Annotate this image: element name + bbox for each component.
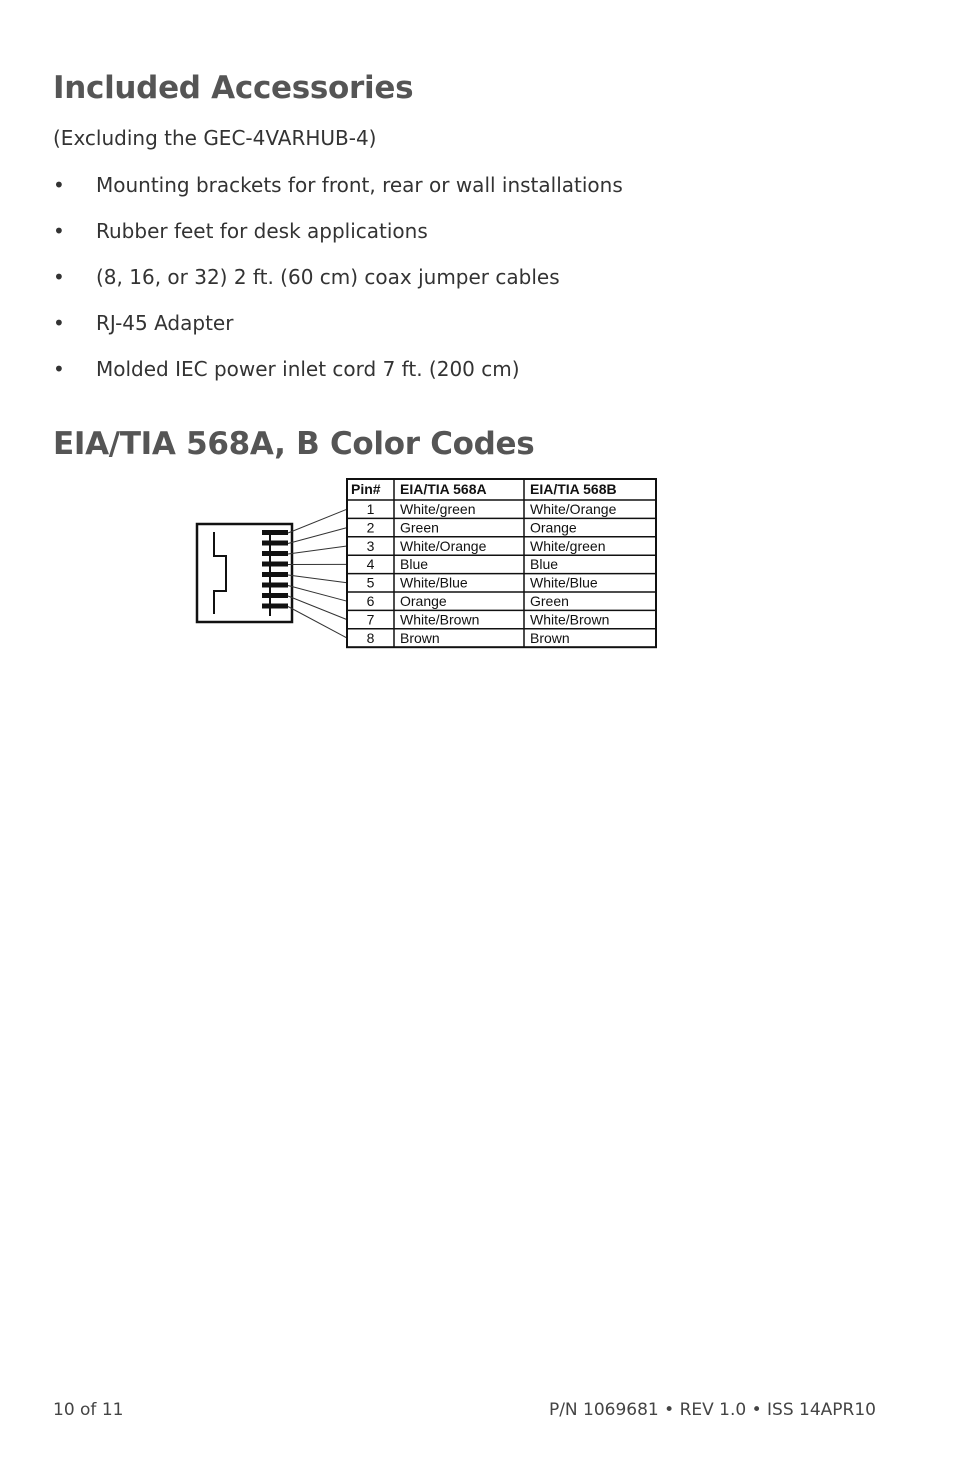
pin-number-cell: 3 bbox=[366, 537, 375, 554]
color-cell: White/Brown bbox=[400, 611, 480, 628]
wire-line bbox=[288, 607, 347, 639]
section-heading-accessories: Included Accessories bbox=[53, 70, 414, 106]
rj45-connector-icon bbox=[197, 524, 292, 622]
color-cell: White/Orange bbox=[530, 501, 617, 517]
pin-contact bbox=[262, 541, 288, 546]
color-cell: White/Blue bbox=[400, 574, 468, 591]
color-cell: White/Orange bbox=[400, 537, 487, 554]
bullet-icon: • bbox=[53, 311, 65, 335]
wire-line bbox=[288, 546, 347, 554]
connector-pin-contacts bbox=[262, 530, 288, 609]
list-item-text: Rubber feet for desk applications bbox=[96, 219, 428, 243]
table-header-cell: EIA/TIA 568A bbox=[400, 481, 487, 497]
color-code-table bbox=[347, 479, 656, 647]
color-cell: Green bbox=[530, 593, 569, 609]
list-item-text: (8, 16, or 32) 2 ft. (60 cm) coax jumper cables bbox=[96, 265, 560, 289]
exclusion-note: (Excluding the GEC-4VARHUB-4) bbox=[53, 126, 377, 150]
table-header-cell: EIA/TIA 568B bbox=[530, 481, 617, 497]
color-cell: White/green bbox=[400, 501, 476, 517]
pin-contact bbox=[262, 530, 288, 535]
color-cell: White/Brown bbox=[530, 611, 610, 628]
pin-contact bbox=[262, 593, 288, 598]
bullet-icon: • bbox=[53, 219, 65, 243]
wire-line bbox=[288, 596, 347, 620]
bullet-icon: • bbox=[53, 357, 65, 381]
color-cell: Brown bbox=[400, 629, 440, 646]
color-cell: Brown bbox=[530, 629, 570, 646]
pin-contact bbox=[262, 572, 288, 577]
pin-number-cell: 2 bbox=[366, 519, 375, 536]
wire-line bbox=[288, 586, 347, 602]
part-number: P/N 1069681 • REV 1.0 • ISS 14APR10 bbox=[548, 1400, 876, 1420]
rj45-color-code-diagram bbox=[190, 476, 660, 654]
table-header-cell: Pin# bbox=[351, 481, 381, 497]
wire-line bbox=[288, 575, 347, 583]
pin-number-cell: 1 bbox=[366, 501, 375, 517]
pin-contact bbox=[262, 583, 288, 588]
pin-number-cell: 8 bbox=[366, 629, 375, 646]
section-heading-color-codes: EIA/TIA 568A, B Color Codes bbox=[53, 426, 535, 462]
pin-number-cell: 6 bbox=[366, 593, 375, 609]
pin-contact bbox=[262, 562, 288, 567]
color-cell: White/green bbox=[530, 537, 606, 554]
pin-number-cell: 7 bbox=[366, 611, 375, 628]
color-cell: Blue bbox=[400, 556, 429, 573]
pin-contact bbox=[262, 551, 288, 556]
page-number: 10 of 11 bbox=[53, 1400, 124, 1420]
bullet-icon: • bbox=[53, 265, 65, 289]
color-cell: White/Blue bbox=[530, 574, 598, 591]
wire-line bbox=[288, 509, 347, 533]
list-item-text: RJ-45 Adapter bbox=[96, 311, 234, 335]
color-cell: Orange bbox=[400, 593, 447, 609]
bullet-icon: • bbox=[53, 173, 65, 197]
connector-wires bbox=[288, 509, 347, 638]
pin-number-cell: 4 bbox=[366, 556, 375, 573]
wire-line bbox=[288, 528, 347, 544]
pin-contact bbox=[262, 604, 288, 609]
list-item-text: Molded IEC power inlet cord 7 ft. (200 cm) bbox=[96, 357, 520, 381]
color-cell: Green bbox=[400, 519, 439, 536]
list-item-text: Mounting brackets for front, rear or wall installations bbox=[96, 173, 623, 197]
color-cell: Orange bbox=[530, 519, 577, 536]
pin-number-cell: 5 bbox=[366, 574, 375, 591]
color-cell: Blue bbox=[530, 556, 559, 573]
